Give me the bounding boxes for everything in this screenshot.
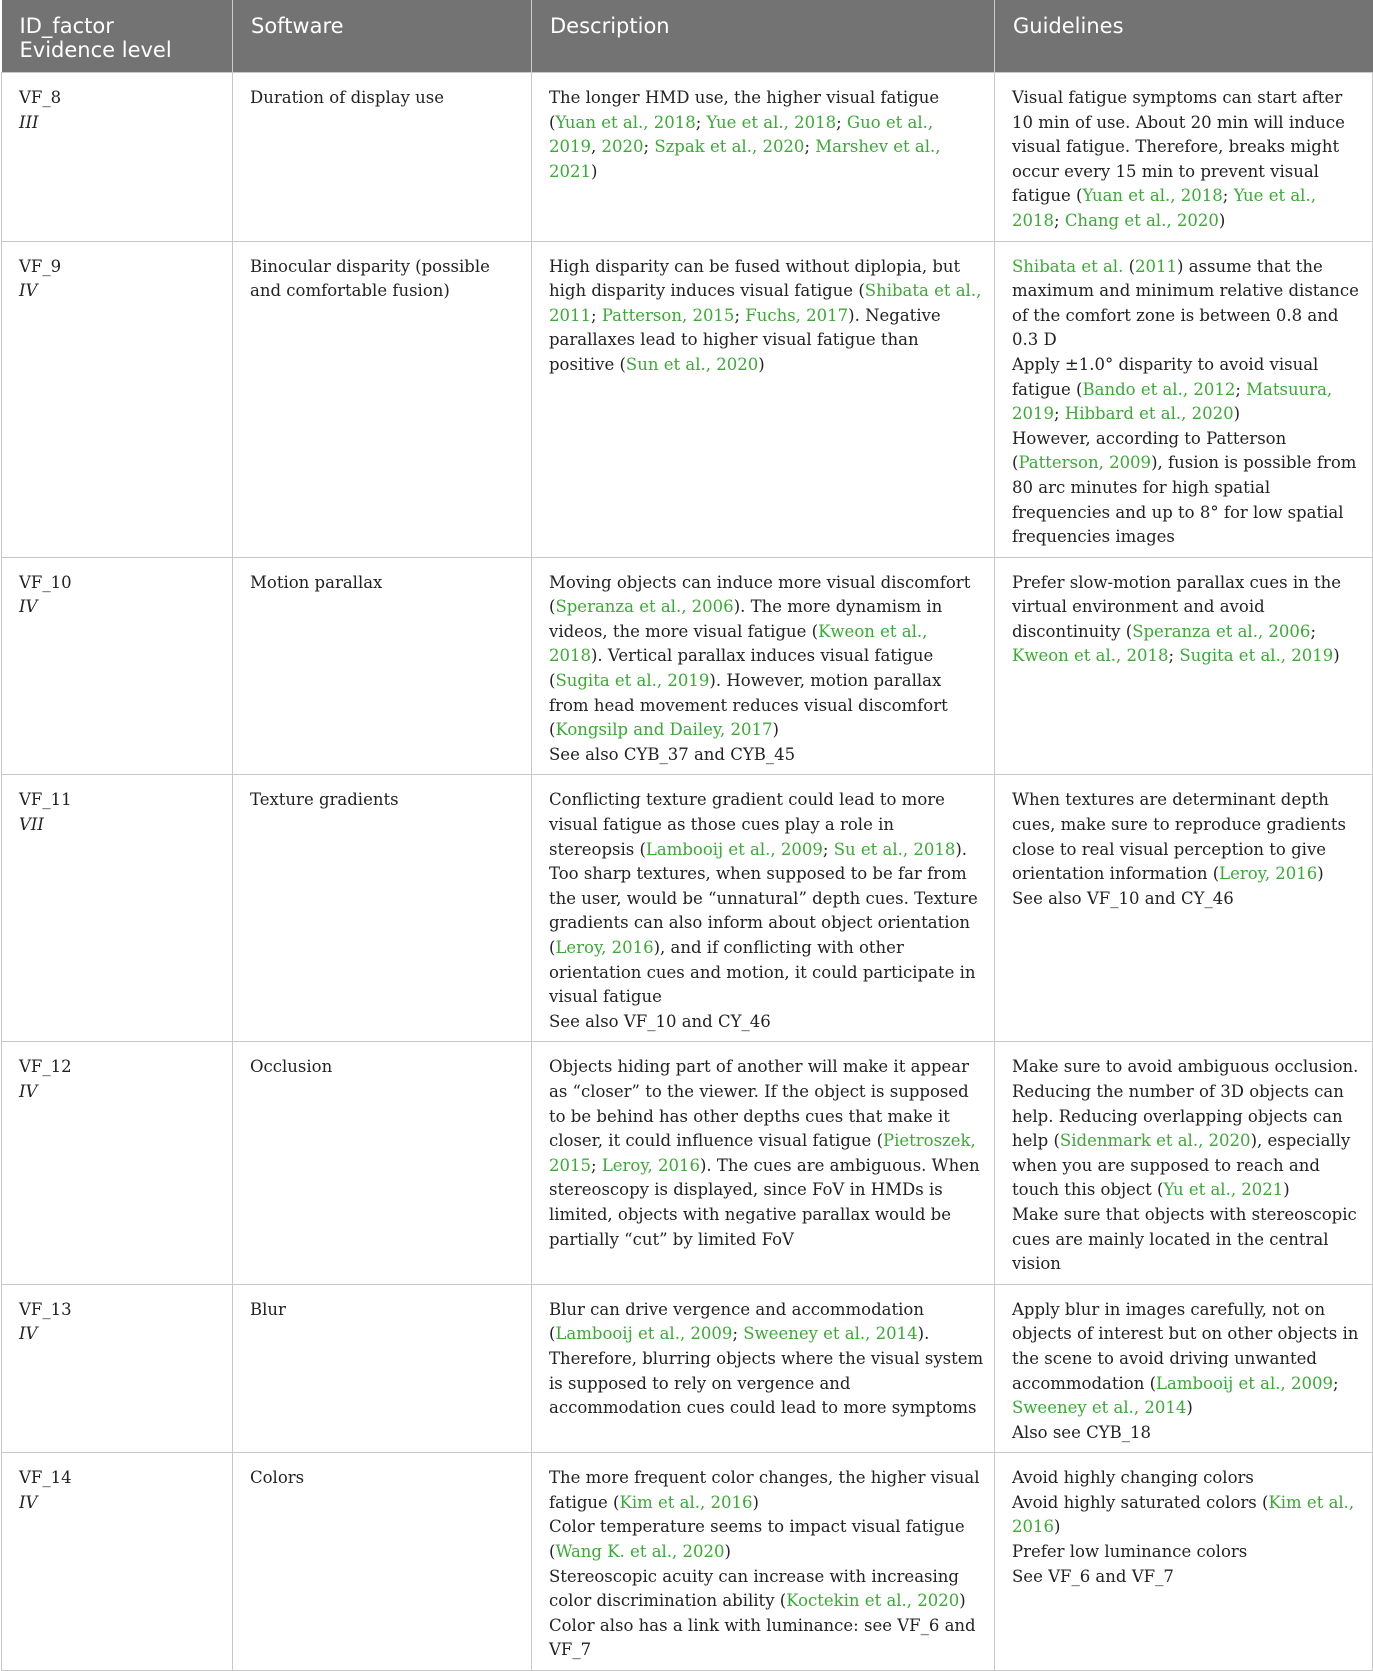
text-run: ) — [752, 1492, 759, 1512]
text-run: ; — [1235, 379, 1247, 399]
software-cell: Occlusion — [233, 1042, 532, 1284]
reference-link[interactable]: Kim et al., 2016 — [1012, 1492, 1355, 1537]
text-run: ). Negative parallaxes lead to higher visual fatigue than positive ( — [549, 305, 941, 374]
text-run: Avoid highly saturated colors ( — [1012, 1492, 1269, 1512]
reference-link[interactable]: Patterson, 2015 — [601, 305, 735, 325]
reference-link[interactable]: Lambooij et al., 2009 — [1156, 1373, 1334, 1393]
text-run: ; — [1168, 646, 1180, 666]
text-run: Also see CYB_18 — [1012, 1422, 1151, 1442]
text-run: ; — [734, 305, 746, 325]
evidence-level: IV — [19, 1081, 38, 1101]
software-cell: Duration of display use — [233, 73, 532, 242]
reference-link[interactable]: Guo et al., 2019 — [549, 112, 934, 157]
paragraph — [549, 571, 984, 743]
software-cell: Binocular disparity (possible and comfortable fusion) — [233, 241, 532, 557]
guidelines-table — [1, 0, 1373, 1671]
reference-link[interactable]: Kim et al., 2016 — [619, 1492, 753, 1512]
text-run: ). Therefore, blurring objects where the visual system is supposed to rely on vergence and accommodation cues could lead to more symptoms — [549, 1324, 984, 1418]
reference-link[interactable]: Shibata et al. — [1012, 256, 1124, 276]
text-run: ) — [1233, 404, 1241, 424]
reference-link[interactable]: Leroy, 2016 — [1219, 864, 1318, 884]
id-cell — [2, 557, 233, 775]
evidence-level: VII — [19, 815, 44, 835]
text-run: Make sure that objects with stereoscopic cues are mainly located in the central vision — [1012, 1204, 1357, 1274]
reference-link[interactable]: Yue et al., 2018 — [1012, 186, 1316, 230]
evidence-level: IV — [19, 281, 38, 301]
software-cell: Motion parallax — [233, 557, 532, 775]
paragraph — [549, 1565, 984, 1614]
text-run: ) — [1054, 1517, 1061, 1537]
reference-link[interactable]: Chang et al., 2020 — [1064, 210, 1219, 230]
text-run: Apply ±1.0° disparity to avoid visual fatigue ( — [1012, 354, 1319, 399]
description-cell — [532, 775, 995, 1042]
text-run: ; — [643, 137, 655, 157]
software-cell: Colors — [233, 1453, 532, 1671]
text-run: Visual fatigue symptoms can start after 10 min of use. About 20 min will induce visual fatigue. Therefore, breaks might occur every 15 min to prevent visual fatigue ( — [1012, 88, 1345, 206]
guidelines-cell — [995, 1284, 1373, 1453]
text-run: ) — [959, 1591, 966, 1611]
text-run: ) — [1218, 210, 1226, 230]
text-run: ; — [591, 305, 602, 325]
reference-link[interactable]: Sweeney et al., 2014 — [1012, 1398, 1187, 1418]
text-run: Conflicting texture gradient could lead to more visual fatigue as those cues play a role in stereopsis ( — [549, 790, 945, 859]
text-run: Make sure to avoid ambiguous occlusion. Reducing the number of 3D objects can help. Reducing overlapping objects can help ( — [1012, 1057, 1359, 1151]
text-run: ) — [1317, 864, 1324, 884]
text-run: Blur can drive vergence and accommodation ( — [549, 1299, 924, 1344]
table-row — [2, 557, 1373, 775]
text-run: ; — [695, 112, 707, 132]
description-cell — [532, 1042, 995, 1284]
guidelines-cell — [995, 1453, 1373, 1671]
factor-id: VF_11 — [19, 790, 72, 810]
reference-link[interactable]: Sugita et al., 2019 — [555, 671, 710, 691]
guidelines-cell — [995, 73, 1373, 242]
text-run: Color temperature seems to impact visual fatigue ( — [549, 1517, 965, 1562]
text-run: ; — [1054, 404, 1065, 424]
paragraph — [1012, 1565, 1362, 1590]
text-run: ) — [591, 161, 598, 181]
paragraph — [549, 1466, 984, 1515]
guidelines-cell — [995, 1042, 1373, 1284]
reference-link[interactable]: Sun et al., 2020 — [625, 354, 759, 374]
description-cell — [532, 241, 995, 557]
text-run: ; — [1333, 1373, 1339, 1393]
text-run: High disparity can be fused without diplopia, but high disparity induces visual fatigue ( — [549, 256, 961, 301]
paragraph — [1012, 255, 1362, 353]
text-run: ; — [591, 1155, 602, 1175]
text-run: Apply blur in images carefully, not on objects of interest but on other objects in the scene to avoid driving unwanted accommodation ( — [1012, 1299, 1359, 1393]
paragraph — [549, 1055, 984, 1252]
reference-link[interactable]: Speranza et al., 2006 — [555, 597, 734, 617]
table-header-row — [2, 0, 1373, 73]
table-row — [2, 241, 1373, 557]
paragraph — [1012, 1466, 1362, 1491]
reference-link[interactable]: Yue et al., 2018 — [706, 112, 837, 132]
paragraph — [549, 86, 984, 184]
text-run: Color also has a link with luminance: see VF_6 and VF_7 — [549, 1615, 976, 1660]
text-run: ), fusion is possible from 80 arc minutes for high spatial frequencies and up to 8° for low spatial frequencies images — [1012, 453, 1357, 547]
description-cell — [532, 1453, 995, 1671]
table-row — [2, 1453, 1373, 1671]
text-run: ) — [758, 354, 765, 374]
evidence-level: IV — [19, 1492, 38, 1512]
paragraph — [549, 1515, 984, 1564]
header-description: Description — [532, 0, 995, 73]
table-row — [2, 73, 1373, 242]
paragraph — [549, 743, 984, 768]
table-body — [2, 73, 1373, 1671]
reference-link[interactable]: Kongsilp and Dailey, 2017 — [555, 720, 773, 740]
header-evidence-level-label: Evidence level — [19, 38, 172, 62]
reference-link[interactable]: Su et al., 2018 — [833, 839, 956, 859]
text-run: Avoid highly changing colors — [1012, 1468, 1254, 1488]
text-run: ), especially when you are supposed to reach and touch this object ( — [1012, 1131, 1351, 1200]
paragraph — [549, 1298, 984, 1421]
factor-id: VF_8 — [19, 88, 62, 107]
text-run: ; — [732, 1324, 744, 1344]
reference-link[interactable]: Fuchs, 2017 — [745, 305, 849, 325]
text-run: Stereoscopic acuity can increase with increasing color discrimination ability ( — [549, 1566, 959, 1611]
reference-link[interactable]: Bando et al., 2012 — [1082, 379, 1236, 399]
header-guidelines: Guidelines — [995, 0, 1373, 73]
reference-link[interactable]: Lambooij et al., 2009 — [555, 1324, 733, 1344]
reference-link[interactable]: Kweon et al., 2018 — [1012, 646, 1169, 666]
paragraph — [1012, 1055, 1362, 1203]
description-cell — [532, 1284, 995, 1453]
reference-link[interactable]: Patterson, 2009 — [1018, 453, 1152, 473]
text-run: ) — [1186, 1398, 1193, 1418]
text-run: ; — [804, 137, 816, 157]
id-cell — [2, 73, 233, 242]
text-run: Objects hiding part of another will make it appear as “closer” to the viewer. If the object is supposed to be behind has other depths cues that make it closer, it could influence visual fatigue ( — [549, 1057, 970, 1151]
text-run: Moving objects can induce more visual discomfort ( — [549, 572, 971, 617]
reference-link[interactable]: 2020 — [601, 137, 644, 157]
factor-id: VF_10 — [19, 572, 72, 592]
guidelines-cell — [995, 775, 1373, 1042]
paragraph — [1012, 353, 1362, 427]
reference-link[interactable]: Shibata et al., 2011 — [549, 281, 982, 325]
paragraph — [1012, 1298, 1362, 1421]
id-cell — [2, 1284, 233, 1453]
reference-link[interactable]: Szpak et al., 2020 — [654, 137, 805, 157]
reference-link[interactable]: Lambooij et al., 2009 — [645, 839, 823, 859]
table-row — [2, 1042, 1373, 1284]
paragraph — [1012, 427, 1362, 550]
text-run: Prefer slow-motion parallax cues in the virtual environment and avoid discontinuity ( — [1012, 572, 1342, 641]
reference-link[interactable]: Hibbard et al., 2020 — [1064, 404, 1234, 424]
reference-link[interactable]: 2011 — [1135, 256, 1178, 276]
paragraph — [1012, 1540, 1362, 1565]
paragraph — [1012, 86, 1362, 234]
text-run: ) — [772, 720, 779, 740]
reference-link[interactable]: Pietroszek, 2015 — [549, 1131, 976, 1175]
paragraph — [1012, 1421, 1362, 1446]
paragraph — [1012, 1203, 1362, 1277]
reference-link[interactable]: Matsuura, 2019 — [1012, 379, 1333, 424]
text-run: , — [591, 137, 602, 157]
text-run: ) — [724, 1542, 731, 1562]
text-run: Prefer low luminance colors — [1012, 1542, 1248, 1562]
text-run: However, according to Patterson ( — [1012, 428, 1287, 473]
text-run: ; — [1222, 186, 1234, 206]
text-run: ; — [1054, 210, 1065, 230]
text-run: When textures are determinant depth cues, make sure to reproduce gradients close to real visual perception to give orientation information ( — [1012, 790, 1346, 884]
reference-link[interactable]: Yuan et al., 2018 — [555, 112, 696, 132]
reference-link[interactable]: Sidenmark et al., 2020 — [1059, 1131, 1251, 1151]
factor-id: VF_14 — [19, 1468, 72, 1488]
factor-id: VF_12 — [19, 1057, 72, 1077]
reference-link[interactable]: Leroy, 2016 — [601, 1155, 700, 1175]
paragraph — [1012, 887, 1362, 912]
reference-link[interactable]: Yuan et al., 2018 — [1082, 186, 1223, 206]
id-cell — [2, 1042, 233, 1284]
table-row — [2, 1284, 1373, 1453]
text-run: ), and if conflicting with other orientation cues and motion, it could participate in visual fatigue — [549, 938, 976, 1007]
paragraph — [1012, 1491, 1362, 1540]
text-run: ). The cues are ambiguous. When stereoscopy is displayed, since FoV in HMDs is limited, objects with negative parallax would be partially “cut” by limited FoV — [549, 1155, 980, 1249]
text-run: See also VF_10 and CY_46 — [549, 1011, 771, 1031]
id-cell — [2, 241, 233, 557]
guidelines-cell — [995, 557, 1373, 775]
text-run: ; — [1310, 621, 1316, 641]
text-run: See also CYB_37 and CYB_45 — [549, 744, 796, 764]
table-row — [2, 775, 1373, 1042]
text-run: See also VF_10 and CY_46 — [1012, 888, 1234, 908]
text-run: ) — [1333, 646, 1340, 666]
paragraph — [549, 255, 984, 378]
paragraph — [1012, 788, 1362, 886]
header-id-factor-label: ID_factor — [19, 14, 114, 38]
header-software: Software — [233, 0, 532, 73]
reference-link[interactable]: Yu et al., 2021 — [1163, 1180, 1284, 1200]
text-run: ). Vertical parallax induces visual fatigue ( — [549, 646, 934, 691]
text-run: ). However, motion parallax from head movement reduces visual discomfort ( — [549, 671, 948, 740]
text-run: The more frequent color changes, the higher visual fatigue ( — [549, 1468, 980, 1512]
factor-id: VF_9 — [19, 256, 62, 276]
text-run: The longer HMD use, the higher visual fatigue ( — [549, 88, 940, 132]
evidence-level: IV — [19, 597, 38, 617]
description-cell — [532, 73, 995, 242]
software-cell: Blur — [233, 1284, 532, 1453]
evidence-level: IV — [19, 1324, 38, 1344]
text-run: ; — [822, 839, 834, 859]
reference-link[interactable]: Koctekin et al., 2020 — [786, 1591, 960, 1611]
text-run: ) — [1283, 1180, 1290, 1200]
guidelines-cell — [995, 241, 1373, 557]
reference-link[interactable]: Marshev et al., 2021 — [549, 137, 941, 181]
text-run: ( — [1123, 256, 1136, 276]
id-cell — [2, 775, 233, 1042]
text-run: See VF_6 and VF_7 — [1012, 1566, 1174, 1586]
paragraph — [549, 788, 984, 1009]
reference-link[interactable]: Wang K. et al., 2020 — [555, 1542, 725, 1562]
id-cell — [2, 1453, 233, 1671]
text-run: ). Too sharp textures, when supposed to be far from the user, would be “unnatural” depth cues. Texture gradients can also inform about object orientation ( — [549, 839, 978, 957]
text-run: ; — [836, 112, 847, 132]
header-id-factor — [2, 0, 233, 73]
text-run: ). The more dynamism in videos, the more visual fatigue ( — [549, 597, 943, 641]
description-cell — [532, 557, 995, 775]
factor-id: VF_13 — [19, 1299, 72, 1319]
reference-link[interactable]: Kweon et al., 2018 — [549, 621, 928, 666]
paragraph — [549, 1010, 984, 1035]
paragraph — [549, 1614, 984, 1663]
paragraph — [1012, 571, 1362, 669]
reference-link[interactable]: Sugita et al., 2019 — [1179, 646, 1334, 666]
software-cell: Texture gradients — [233, 775, 532, 1042]
text-run: ) assume that the maximum and minimum relative distance of the comfort zone is between 0.8 and 0.3 D — [1012, 256, 1359, 350]
evidence-level: III — [19, 112, 39, 132]
reference-link[interactable]: Sweeney et al., 2014 — [743, 1324, 918, 1344]
reference-link[interactable]: Speranza et al., 2006 — [1132, 621, 1311, 641]
reference-link[interactable]: Leroy, 2016 — [555, 938, 654, 957]
